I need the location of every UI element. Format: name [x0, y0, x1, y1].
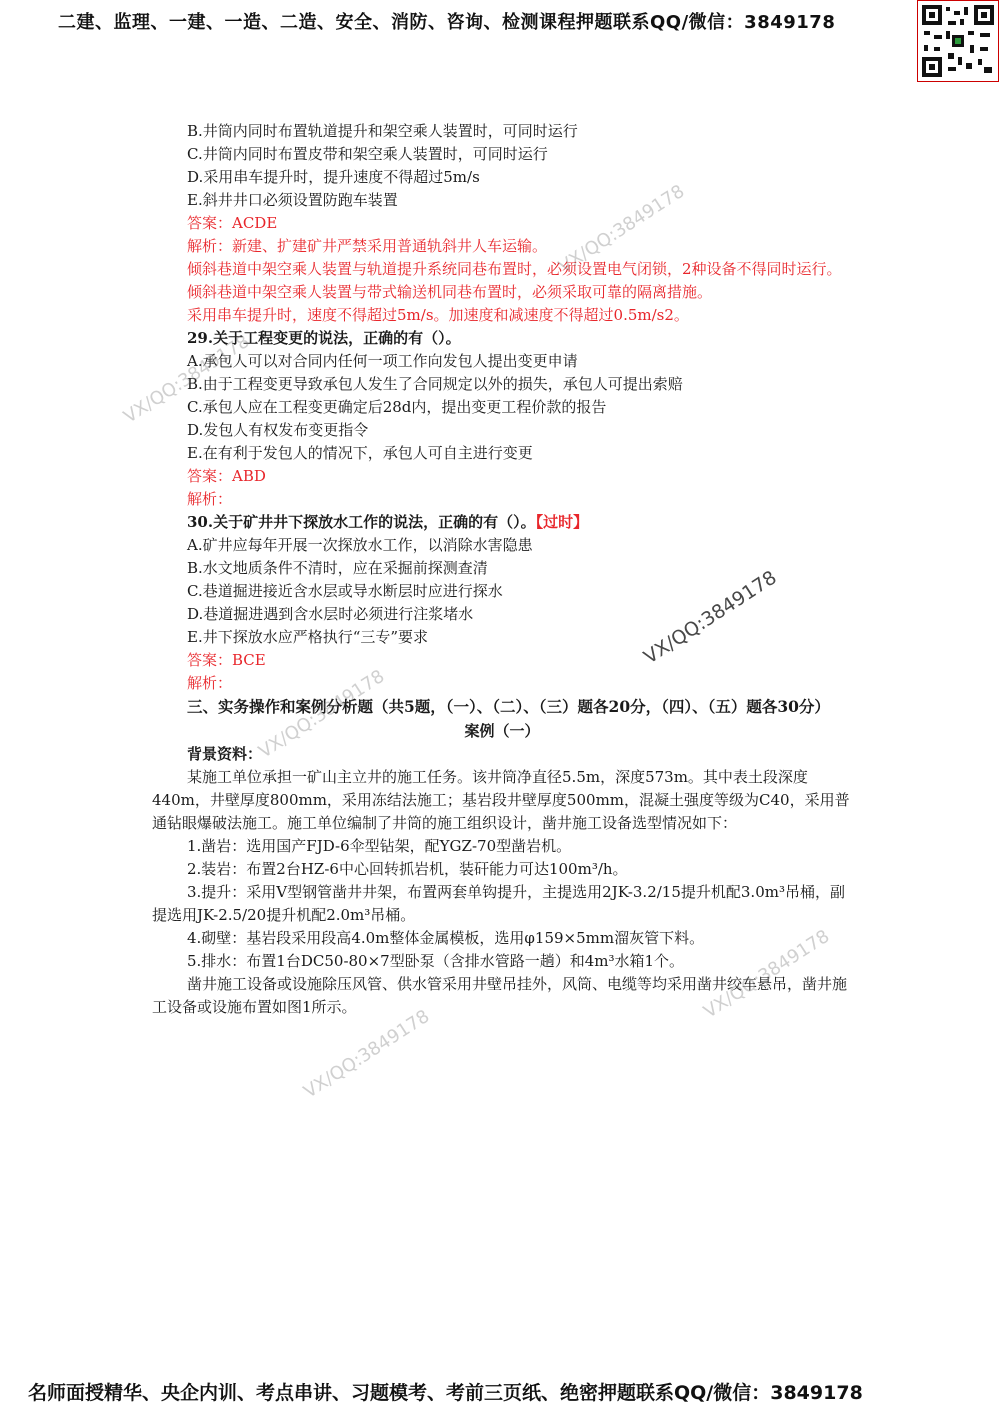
case-item: 1.凿岩：选用国产FJD-6伞型钻架，配YGZ-70型凿岩机。	[187, 837, 572, 855]
background-label: 背景资料：	[187, 745, 263, 763]
footer-banner: 名师面授精华、央企内训、考点串讲、习题模考、考前三页纸、绝密押题联系QQ/微信：3849178	[28, 1382, 863, 1404]
option-line: E.斜井井口必须设置防跑车装置	[187, 191, 398, 209]
analysis-line: 解析：	[187, 490, 233, 508]
case-item: 5.排水：布置1台DC50-80×7型卧泵（含排水管路一趟）和4m³水箱1个。	[187, 952, 685, 970]
qr-code-icon	[918, 1, 998, 81]
option-line: B.由于工程变更导致承包人发生了合同规定以外的损失，承包人可提出索赔	[187, 375, 683, 393]
analysis-line: 倾斜巷道中架空乘人装置与轨道提升系统同巷布置时，必须设置电气闭锁，2种设备不得同时运行。	[187, 260, 842, 278]
case-intro: 某施工单位承担一矿山主立井的施工任务。该井筒净直径5.5m，深度573m。其中表土段深度440m，井壁厚度800mm，采用冻结法施工；基岩段井壁厚度500mm，混凝土强度等级为C40，采用普通钻眼爆破法施工。施工单位编制了井筒的施工组织设计，凿井施工设备选型情况如下：	[152, 768, 850, 832]
option-line: E.在有利于发包人的情况下，承包人可自主进行变更	[187, 444, 533, 462]
watermark: VX/QQ:3849178	[640, 566, 781, 669]
case-item: 2.装岩：布置2台HZ-6中心回转抓岩机，装矸能力可达100m³/h。	[187, 860, 628, 878]
header-banner: 二建、监理、一建、一造、二造、安全、消防、咨询、检测课程押题联系QQ/微信：3849178	[58, 12, 836, 33]
answer-line: 答案：ABD	[187, 467, 266, 485]
qr-code-image	[917, 0, 999, 82]
option-line: C.承包人应在工程变更确定后28d内，提出变更工程价款的报告	[187, 398, 607, 416]
option-line: D.采用串车提升时，提升速度不得超过5m/s	[187, 168, 480, 186]
outdated-tag: 【过时】	[535, 513, 589, 531]
question-title: 29.关于工程变更的说法，正确的有（）。	[187, 329, 461, 347]
document-body	[152, 120, 852, 1019]
option-line: A.矿井应每年开展一次探放水工作，以消除水害隐患	[187, 536, 533, 554]
watermark: VX/QQ:3849178	[300, 1005, 434, 1103]
option-line: E.井下探放水应严格执行“三专”要求	[187, 628, 429, 646]
question-title	[152, 511, 852, 534]
case-item: 4.砌壁：基岩段采用段高4.0m整体金属模板，选用φ159×5mm溜灰管下料。	[187, 929, 705, 947]
answer-line: 答案：BCE	[187, 651, 266, 669]
section-title: 三、实务操作和案例分析题（共5题，（一）、（二）、（三）题各20分，（四）、（五）题各30分）	[187, 697, 830, 716]
case-closing: 凿井施工设备或设施除压风管、供水管采用井壁吊挂外，风筒、电缆等均采用凿井绞车悬吊，凿井施工设备或设施布置如图1所示。	[152, 975, 848, 1016]
watermark: VX/QQ:3849178	[700, 925, 834, 1023]
watermark: VX/QQ:3849178	[555, 180, 689, 278]
option-line: C.巷道掘进接近含水层或导水断层时应进行探水	[187, 582, 503, 600]
question-title-text: 30.关于矿井井下探放水工作的说法，正确的有（）。	[187, 513, 536, 531]
watermark: VX/QQ:3849178	[255, 665, 389, 763]
watermark: VX/QQ:3849178	[120, 330, 254, 428]
analysis-line: 采用串车提升时，速度不得超过5m/s。加速度和减速度不得超过0.5m/s2。	[187, 306, 689, 324]
case-item: 3.提升：采用Ⅴ型钢管凿井井架，布置两套单钩提升，主提选用2JK-3.2/15提升机配3.0m³吊桶，副提选用JK-2.5/20提升机配2.0m³吊桶。	[152, 883, 845, 924]
option-line: C.井筒内同时布置皮带和架空乘人装置时，可同时运行	[187, 145, 548, 163]
option-line: B.井筒内同时布置轨道提升和架空乘人装置时，可同时运行	[187, 122, 578, 140]
option-line: A.承包人可以对合同内任何一项工作向发包人提出变更申请	[187, 352, 578, 370]
answer-line: 答案：ACDE	[187, 214, 278, 232]
analysis-line: 倾斜巷道中架空乘人装置与带式输送机同巷布置时，必须采取可靠的隔离措施。	[187, 283, 713, 301]
analysis-line: 解析：新建、扩建矿井严禁采用普通轨斜井人车运输。	[187, 237, 548, 255]
option-line: D.发包人有权发布变更指令	[187, 421, 369, 439]
case-title: 案例（一）	[464, 722, 540, 740]
option-line: B.水文地质条件不清时，应在采掘前探测查清	[187, 559, 488, 577]
option-line: D.巷道掘进遇到含水层时必须进行注浆堵水	[187, 605, 474, 623]
analysis-line: 解析：	[187, 674, 233, 692]
